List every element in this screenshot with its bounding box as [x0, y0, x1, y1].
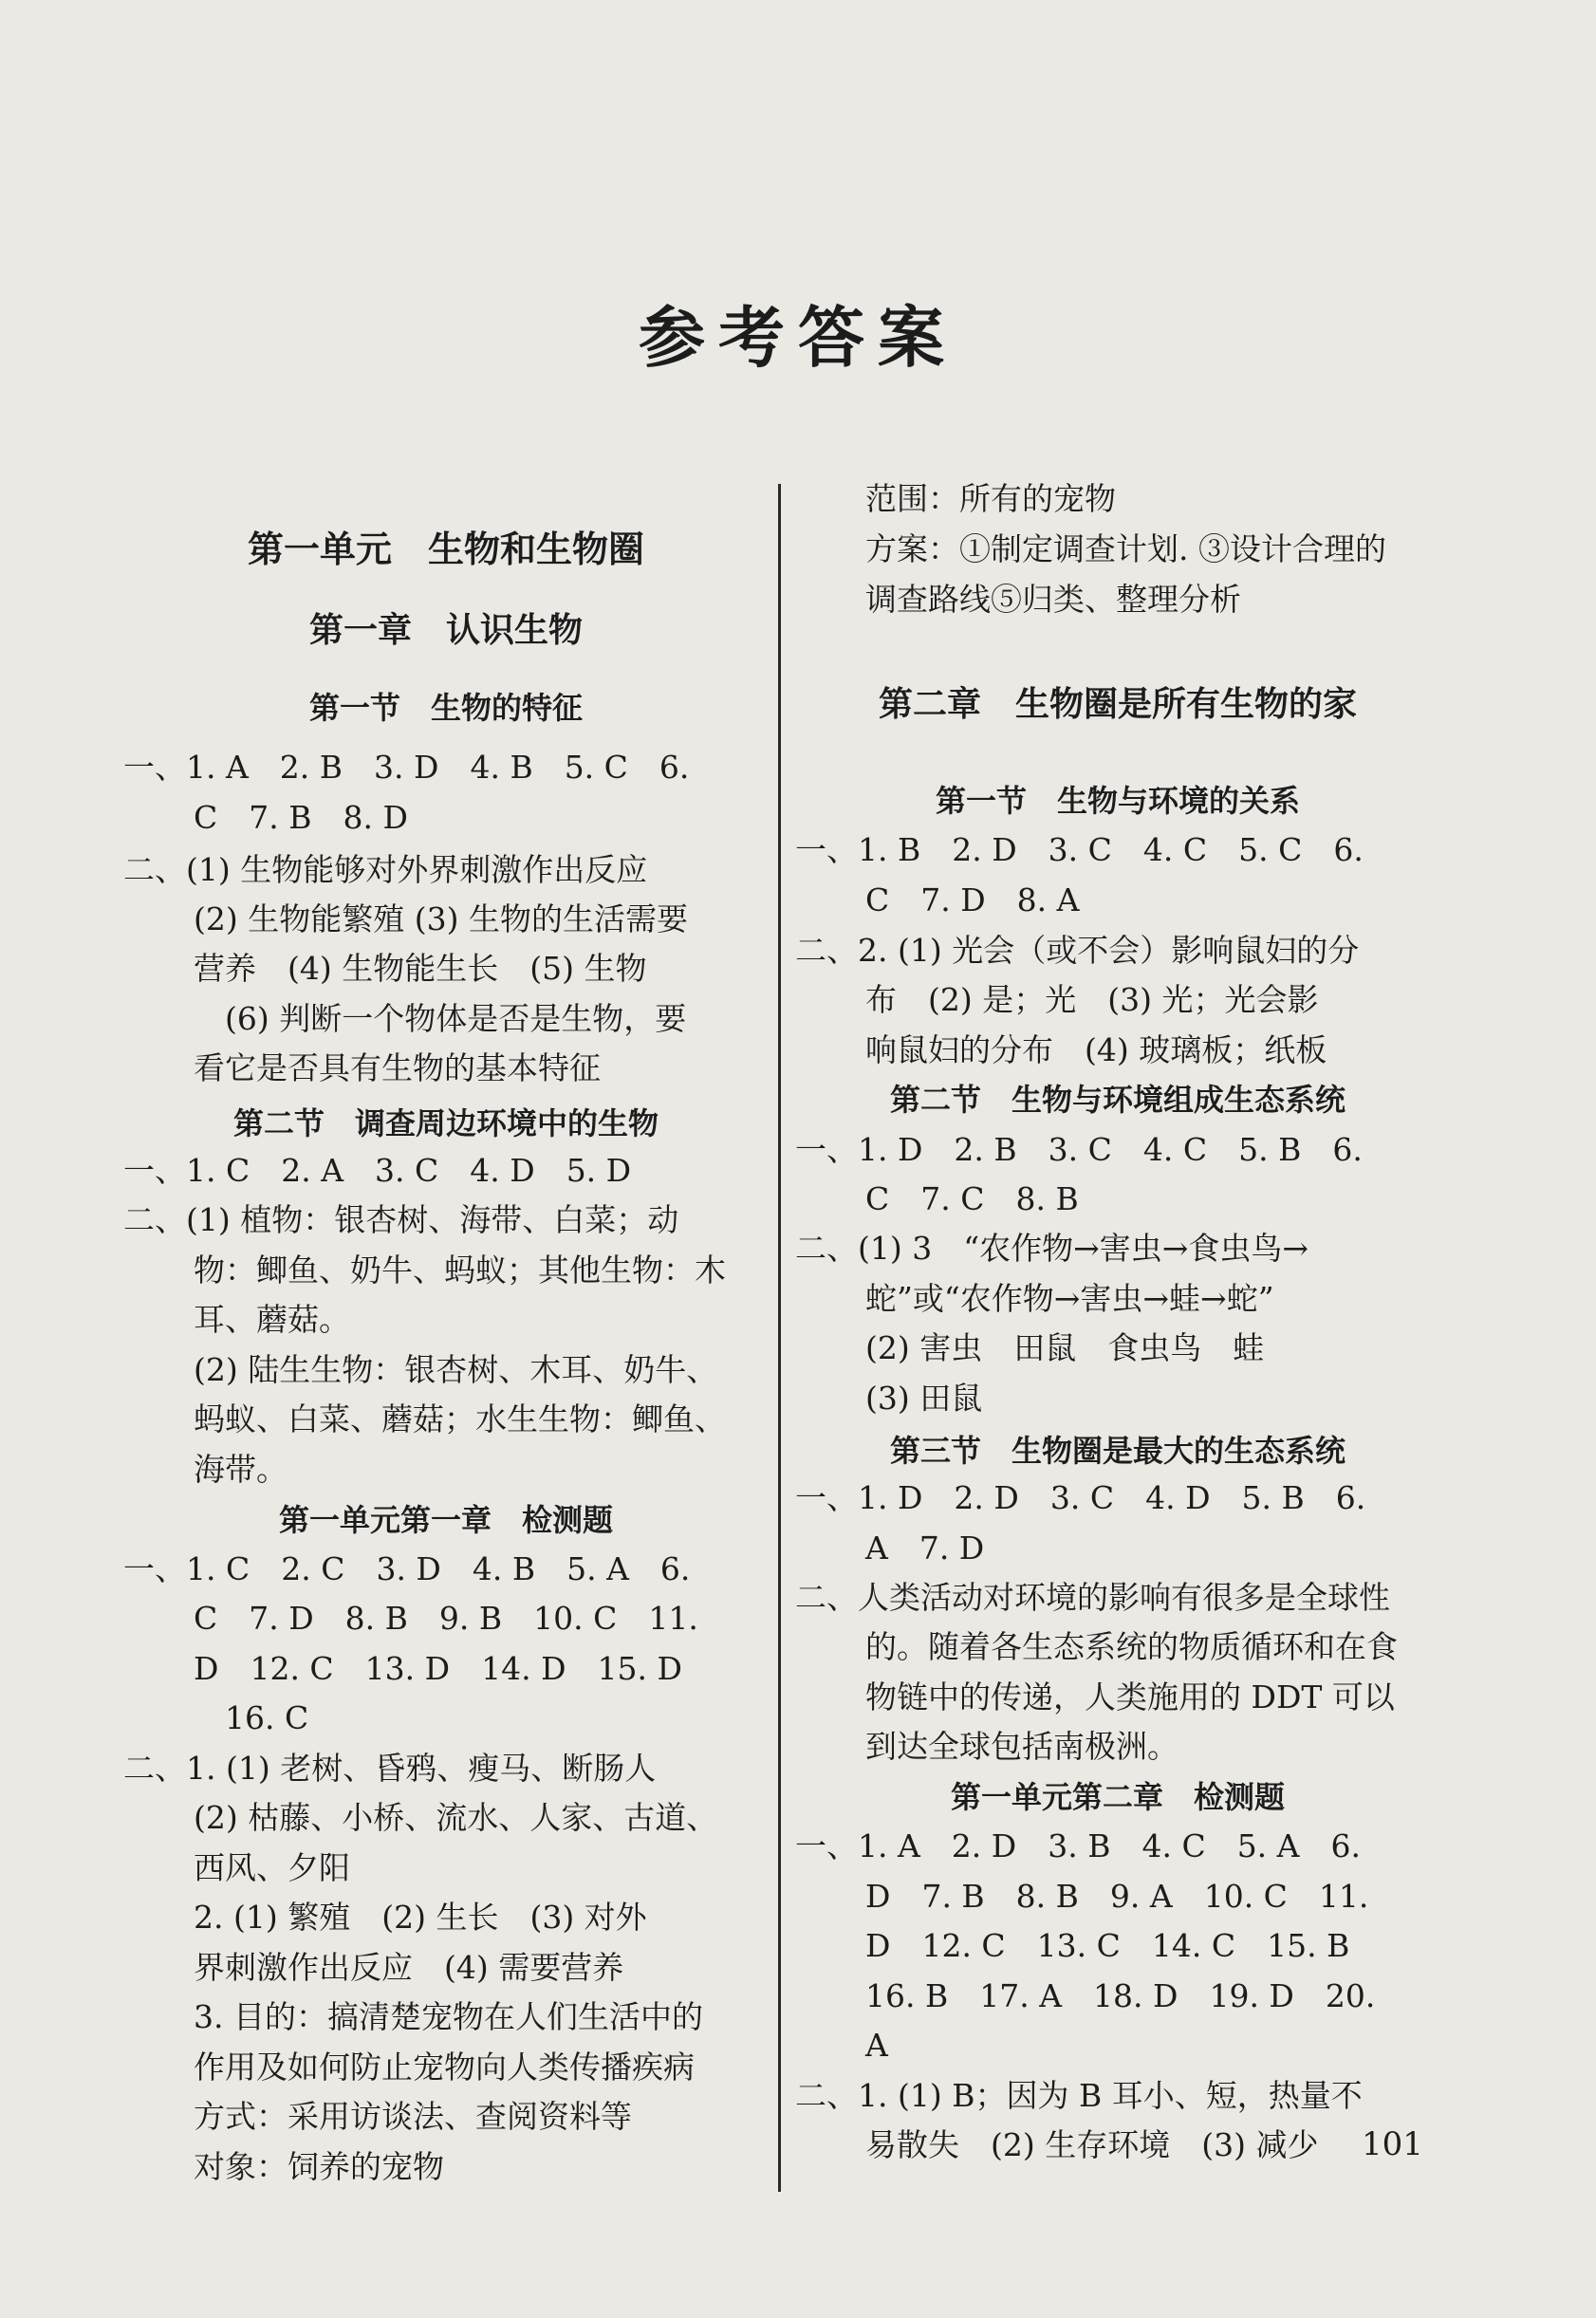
answer-line-continued: 蚂蚁、白菜、蘑菇；水生生物：鲫鱼、 [194, 1400, 726, 1437]
answer-line: 一、1. B 2. D 3. C 4. C 5. C 6. [795, 831, 1364, 868]
answer-line-continued: 对象：饲养的宠物 [194, 2148, 444, 2185]
answer-line: 一、1. C 2. A 3. C 4. D 5. D [123, 1152, 632, 1189]
answer-line-continued: D 7. B 8. B 9. A 10. C 11. [865, 1878, 1369, 1915]
answer-line-continued: 易散失 (2) 生存环境 (3) 减少 [865, 2126, 1319, 2163]
answer-line-continued: (3) 田鼠 [865, 1380, 983, 1417]
column-divider [778, 484, 781, 2192]
answer-line: 一、1. C 2. C 3. D 4. B 5. A 6. [123, 1550, 691, 1587]
section-heading: 第一单元第二章 检测题 [950, 1779, 1285, 1815]
page-number: 101 [1362, 2125, 1423, 2163]
answer-line-continued: 16. C [194, 1699, 309, 1736]
answer-line-continued: A 7. D [865, 1530, 985, 1567]
section-heading: 第二节 调查周边环境中的生物 [232, 1105, 659, 1141]
answer-line-continued: 蛇”或“农作物→害虫→蛙→蛇” [865, 1280, 1274, 1317]
answer-line-continued: D 12. C 13. D 14. D 15. D [194, 1650, 682, 1687]
section-heading: 第二节 生物与环境组成生态系统 [889, 1082, 1345, 1118]
answer-line-continued: 的。随着各生态系统的物质循环和在食 [865, 1628, 1398, 1665]
answer-line-continued: C 7. C 8. B [865, 1180, 1079, 1217]
answer-line-continued: 到达全球包括南极洲。 [865, 1728, 1178, 1765]
answer-line-continued: 调查路线⑤归类、整理分析 [865, 581, 1241, 618]
answer-line-continued: D 12. C 13. C 14. C 15. B [865, 1927, 1350, 1964]
answer-line-continued: 营养 (4) 生物能生长 (5) 生物 [194, 950, 647, 987]
answer-line-continued: (2) 生物能繁殖 (3) 生物的生活需要 [194, 900, 688, 937]
answer-line-continued: 界刺激作出反应 (4) 需要营养 [194, 1949, 624, 1986]
answer-line-continued: 16. B 17. A 18. D 19. D 20. [865, 1977, 1376, 2014]
unit-heading: 第一单元 生物和生物圈 [247, 528, 644, 570]
answer-line: 二、1. (1) B；因为 B 耳小、短，热量不 [795, 2077, 1363, 2114]
section-heading: 第一单元第一章 检测题 [278, 1502, 613, 1538]
answer-line-continued: 物链中的传递，人类施用的 DDT 可以 [865, 1678, 1395, 1715]
answer-line-continued: 布 (2) 是；光 (3) 光；光会影 [865, 981, 1319, 1018]
chapter-heading: 第二章 生物圈是所有生物的家 [878, 684, 1357, 724]
answer-line-continued: 响鼠妇的分布 (4) 玻璃板；纸板 [865, 1031, 1327, 1068]
answer-line-continued: 看它是否具有生物的基本特征 [194, 1049, 601, 1086]
answer-line: 二、2. (1) 光会（或不会）影响鼠妇的分 [795, 932, 1360, 969]
answer-line-continued: (2) 枯藤、小桥、流水、人家、古道、 [194, 1799, 718, 1836]
answer-line: 一、1. D 2. B 3. C 4. C 5. B 6. [795, 1131, 1363, 1168]
answer-line-continued: A [865, 2027, 888, 2064]
answer-line: 二、(1) 植物：银杏树、海带、白菜；动 [123, 1201, 679, 1238]
answer-line-continued: 方式：采用访谈法、查阅资料等 [194, 2098, 632, 2135]
answer-line: 一、1. A 2. B 3. D 4. B 5. C 6. [123, 749, 690, 786]
answer-line: 二、人类活动对环境的影响有很多是全球性 [795, 1579, 1390, 1616]
answer-line-continued: 方案：①制定调查计划. ③设计合理的 [865, 530, 1386, 567]
page-title: 参考答案 [639, 298, 957, 377]
section-heading: 第三节 生物圈是最大的生态系统 [889, 1433, 1345, 1469]
answer-line-continued: C 7. D 8. B 9. B 10. C 11. [194, 1600, 698, 1637]
answer-line-continued: 作用及如何防止宠物向人类传播疾病 [194, 2049, 695, 2086]
answer-line-continued: 范围：所有的宠物 [865, 480, 1116, 517]
answer-line: 一、1. A 2. D 3. B 4. C 5. A 6. [795, 1827, 1361, 1864]
answer-line-continued: 西风、夕阳 [194, 1849, 350, 1886]
answer-line: 二、(1) 3 “农作物→害虫→食虫鸟→ [795, 1230, 1309, 1267]
section-heading: 第一节 生物与环境的关系 [935, 783, 1300, 819]
section-heading: 第一节 生物的特征 [308, 690, 583, 726]
answer-line-continued: 耳、蘑菇。 [194, 1301, 350, 1338]
answer-line: 一、1. D 2. D 3. C 4. D 5. B 6. [795, 1479, 1366, 1516]
answer-line-continued: 海带。 [194, 1451, 288, 1488]
answer-line-continued: 2. (1) 繁殖 (2) 生长 (3) 对外 [194, 1899, 647, 1936]
answer-line-continued: (2) 陆生生物：银杏树、木耳、奶牛、 [194, 1351, 718, 1388]
answer-line-continued: C 7. B 8. D [194, 799, 408, 836]
answer-line-continued: 3. 目的：搞清楚宠物在人们生活中的 [194, 1998, 703, 2035]
answer-line: 二、(1) 生物能够对外界刺激作出反应 [123, 851, 648, 888]
chapter-heading: 第一章 认识生物 [308, 610, 583, 650]
answer-line-continued: C 7. D 8. A [865, 881, 1080, 918]
answer-line-continued: (2) 害虫 田鼠 食虫鸟 蛙 [865, 1329, 1265, 1366]
answer-line-continued: 物：鲫鱼、奶牛、蚂蚁；其他生物：木 [194, 1252, 726, 1289]
answer-line-continued: (6) 判断一个物体是否是生物，要 [194, 1000, 687, 1037]
answer-line: 二、1. (1) 老树、昏鸦、瘦马、断肠人 [123, 1750, 657, 1787]
